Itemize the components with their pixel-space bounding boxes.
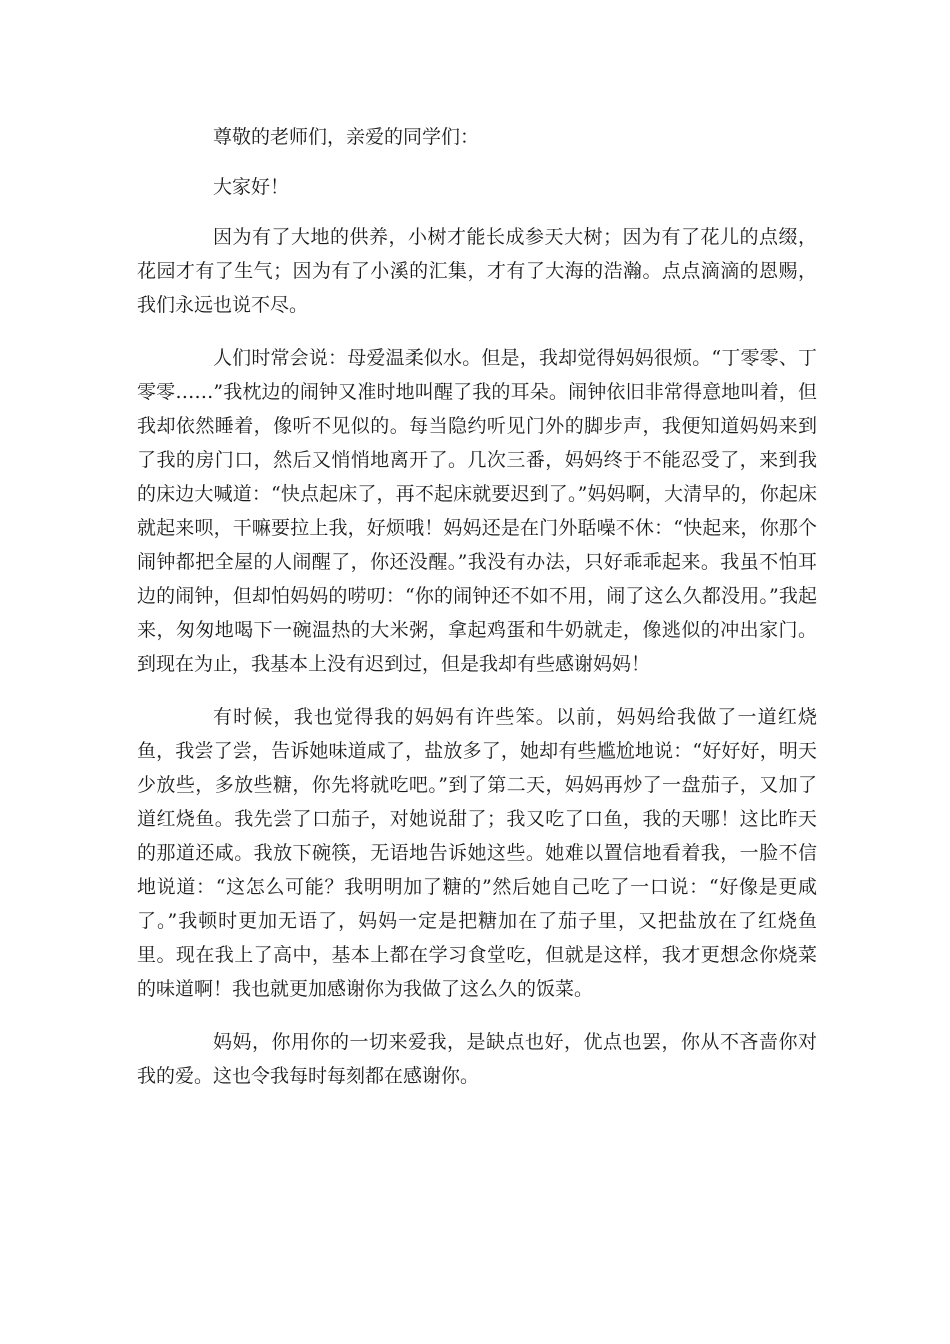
paragraph-intro: 因为有了大地的供养，小树才能长成参天大树；因为有了花儿的点缀，花园才有了生气；因为有了小溪的汇集，才有了大海的浩瀚。点点滴滴的恩赐，我们永远也说不尽。 — [137, 226, 817, 316]
paragraph-conclusion: 妈妈，你用你的一切来爱我，是缺点也好，优点也罢，你从不吝啬你对我的爱。这也令我每时每刻都在感谢你。 — [137, 1031, 817, 1087]
speech-body — [137, 120, 817, 1112]
greeting: 大家好！ — [213, 176, 290, 198]
salutation: 尊敬的老师们，亲爱的同学们： — [213, 126, 480, 148]
paragraph-alarm-clock: 人们时常会说：母爱温柔似水。但是，我却觉得妈妈很烦。“丁零零、丁零零……”我枕边的闹钟又准时地叫醒了我的耳朵。闹钟依旧非常得意地叫着，但我却依然睡着，像听不见似的。每当隐约听见门外的脚步声，我便知道妈妈来到了我的房门口，然后又悄悄地离开了。几次三番，妈妈终于不能忍受了，来到我的床边大喊道：“快点起床了，再不起床就要迟到了。”妈妈啊，大清早的，你起床就起来呗，干嘛要拉上我，好烦哦！妈妈还是在门外聒噪不休：“快起来，你那个闹钟都把全屋的人闹醒了，你还没醒。”我没有办法，只好乖乖起来。我虽不怕耳边的闹钟，但却怕妈妈的唠叨：“你的闹钟还不如不用，闹了这么久都没用。”我起来，匆匆地喝下一碗温热的大米粥，拿起鸡蛋和牛奶就走，像逃似的冲出家门。到现在为止，我基本上没有迟到过，但是我却有些感谢妈妈！ — [137, 347, 817, 675]
paragraph-cooking: 有时候，我也觉得我的妈妈有许些笨。以前，妈妈给我做了一道红烧鱼，我尝了尝，告诉她味道咸了，盐放多了，她却有些尴尬地说：“好好好，明天少放些，多放些糖，你先将就吃吧。”到了第二天，妈妈再炒了一盘茄子，又加了道红烧鱼。我先尝了口茄子，对她说甜了；我又吃了口鱼，我的天哪！这比昨天的那道还咸。我放下碗筷，无语地告诉她这些。她难以置信地看着我，一脸不信地说道：“这怎么可能？我明明加了糖的”然后她自己吃了一口说：“好像是更咸了。”我顿时更加无语了，妈妈一定是把糖加在了茄子里，又把盐放在了红烧鱼里。现在我上了高中，基本上都在学习食堂吃，但就是这样，我才更想念你烧菜的味道啊！我也就更加感谢你为我做了这么久的饭菜。 — [137, 706, 817, 1000]
